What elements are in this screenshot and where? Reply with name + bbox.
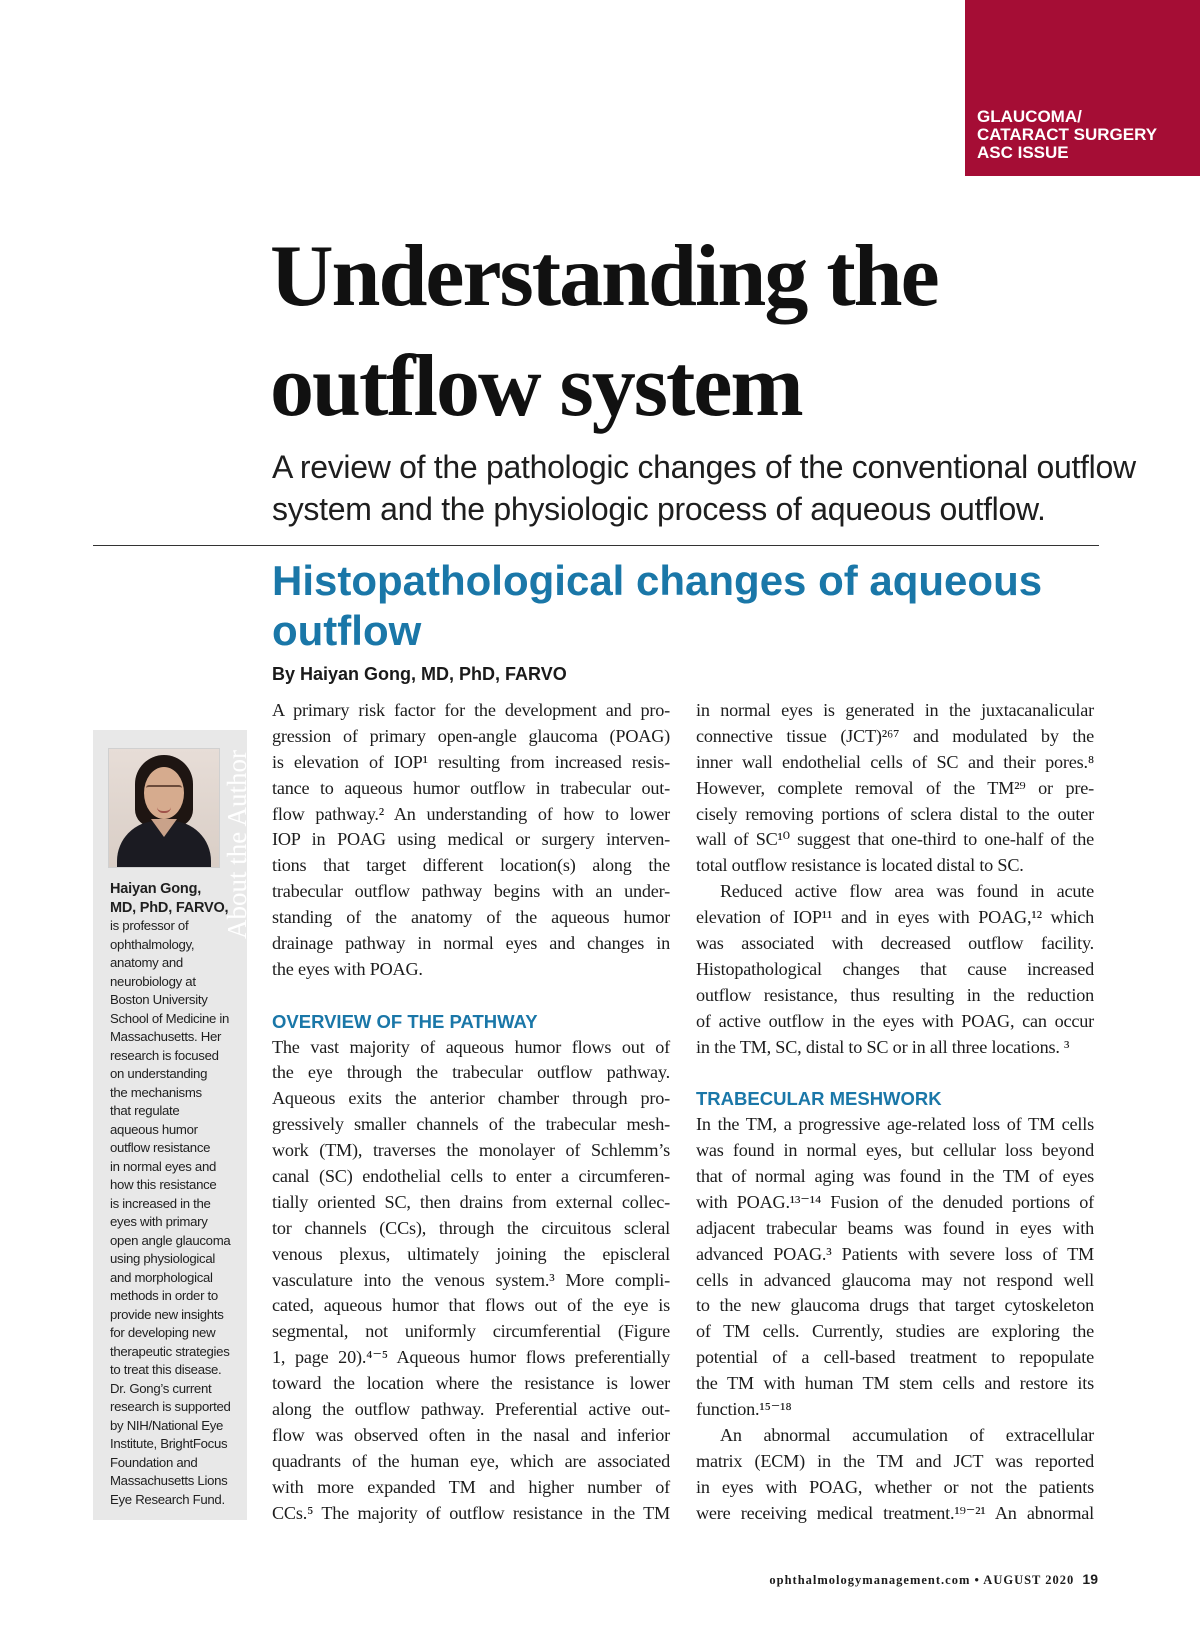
text-line: the TM with human TM stem cells and restore its bbox=[696, 1373, 1094, 1394]
sidebar-label: About the Author bbox=[222, 750, 252, 939]
text-line: IOP in POAG using medical or surgery interven- bbox=[272, 829, 670, 850]
bio-line: on understanding bbox=[110, 1066, 208, 1081]
text-line: with POAG.¹³⁻¹⁴ Fusion of the denuded portions of bbox=[696, 1191, 1094, 1212]
subtitle-line: A review of the pathologic changes of the conventional outflow bbox=[272, 449, 1136, 485]
bio-line: therapeutic strategies bbox=[110, 1343, 230, 1359]
bio-line: Boston University bbox=[110, 992, 208, 1007]
text-line: tions that target different location(s) along the bbox=[272, 855, 670, 876]
section-title bbox=[272, 556, 1132, 656]
bio-line: is professor of bbox=[110, 918, 189, 933]
text-line: 1, page 20).⁴⁻⁵ Aqueous humor flows preferentially bbox=[272, 1347, 670, 1368]
text-line: were receiving medical treatment.¹⁹⁻²¹ An abnormal bbox=[696, 1502, 1094, 1523]
right-column bbox=[696, 698, 1094, 1527]
issue-tag-line: ASC ISSUE bbox=[977, 143, 1069, 162]
bio-line: provide new insights bbox=[110, 1306, 224, 1322]
bio-line: anatomy and bbox=[110, 955, 183, 970]
article-title bbox=[270, 222, 1170, 442]
text-line: work (TM), traverses the monolayer of Schlemm’s bbox=[272, 1140, 670, 1161]
text-line: that of normal aging was found in the TM of eyes bbox=[696, 1166, 1094, 1187]
text-line: in the TM, SC, distal to SC or in all three locations. ³ bbox=[696, 1036, 1070, 1057]
text-line: matrix (ECM) in the TM and JCT was reported bbox=[696, 1450, 1094, 1471]
subhead-overview: OVERVIEW OF THE PATHWAY bbox=[272, 1010, 538, 1032]
text-line: advanced POAG.³ Patients with severe loss of TM bbox=[696, 1243, 1094, 1264]
bio-line: Foundation and bbox=[110, 1454, 198, 1470]
text-line: tially oriented SC, then drains from external collec- bbox=[272, 1191, 670, 1212]
paragraph bbox=[696, 698, 1094, 879]
text-line: tance to aqueous humor outflow in trabecular out- bbox=[272, 777, 670, 798]
footer-site-date: ophthalmologymanagement.com • AUGUST 2020 bbox=[769, 1573, 1075, 1587]
text-line: along the outflow pathway. Preferential active out- bbox=[272, 1399, 670, 1420]
text-line: However, complete removal of the TM²⁹ or pre- bbox=[696, 777, 1094, 798]
section-title-line: outflow bbox=[272, 607, 422, 654]
bio-line: to treat this disease. bbox=[110, 1362, 222, 1377]
text-line: toward the location where the resistance is lower bbox=[272, 1373, 670, 1394]
text-line: trabecular outflow pathway begins with an under- bbox=[272, 881, 670, 902]
bio-line: the mechanisms bbox=[110, 1084, 202, 1100]
text-line: of TM cells. Currently, studies are exploring the bbox=[696, 1321, 1094, 1342]
text-line: the eyes with POAG. bbox=[272, 958, 423, 979]
text-line: Histopathological changes that cause increased bbox=[696, 958, 1094, 979]
subhead-trabecular-meshwork: TRABECULAR MESHWORK bbox=[696, 1088, 942, 1110]
text-line: flow pathway.² An understanding of how to lower bbox=[272, 803, 670, 824]
text-line: The vast majority of aqueous humor flows out of bbox=[272, 1036, 670, 1057]
bio-line: using physiological bbox=[110, 1251, 215, 1266]
bio-text bbox=[110, 917, 238, 1509]
bio-line: Eye Research Fund. bbox=[110, 1491, 225, 1507]
text-line: Reduced active flow area was found in acute bbox=[720, 881, 1094, 902]
bio-line: is increased in the bbox=[110, 1195, 211, 1211]
text-line: the eye through the trabecular outflow pathway. bbox=[272, 1062, 670, 1083]
text-line: in eyes with POAG, whether or not the patients bbox=[696, 1476, 1094, 1497]
text-line: elevation of IOP¹¹ and in eyes with POAG,¹² which bbox=[696, 907, 1094, 928]
divider-rule bbox=[93, 545, 1099, 546]
text-line: wall of SC¹⁰ suggest that one-third to one-half of the bbox=[696, 829, 1094, 850]
author-bio bbox=[110, 880, 238, 1509]
bio-name: Haiyan Gong, bbox=[110, 881, 202, 897]
issue-tag-line: CATARACT SURGERY bbox=[977, 125, 1158, 144]
text-line: to the new glaucoma drugs that target cytoskeleton bbox=[696, 1295, 1094, 1316]
bio-line: neurobiology at bbox=[110, 973, 196, 989]
text-line: tor channels (CCs), through the circuitous scleral bbox=[272, 1217, 670, 1238]
text-line: drainage pathway in normal eyes and changes in bbox=[272, 933, 670, 954]
bio-line: and morphological bbox=[110, 1269, 213, 1285]
text-line: CCs.⁵ The majority of outflow resistance in the TM bbox=[272, 1502, 670, 1523]
text-line: was found in normal eyes, but cellular loss beyond bbox=[696, 1140, 1094, 1161]
left-column bbox=[272, 698, 670, 1527]
page-footer bbox=[769, 1571, 1098, 1588]
section-title-line: Histopathological changes of aqueous bbox=[272, 557, 1043, 604]
bio-line: how this resistance bbox=[110, 1177, 217, 1192]
paragraph bbox=[696, 1423, 1094, 1527]
text-line: connective tissue (JCT)²⁶⁷ and modulated by the bbox=[696, 725, 1094, 746]
issue-tag bbox=[965, 0, 1200, 176]
text-line: was associated with decreased outflow facility. bbox=[696, 933, 1094, 954]
text-line: standing of the anatomy of the aqueous humor bbox=[272, 907, 670, 928]
bio-line: Massachusetts. Her bbox=[110, 1029, 222, 1044]
bio-line: methods in order to bbox=[110, 1288, 218, 1303]
bio-line: that regulate bbox=[110, 1103, 180, 1118]
bio-line: ophthalmology, bbox=[110, 936, 195, 952]
article-title-line: outflow system bbox=[270, 338, 802, 435]
text-line: vasculature into the venous system.³ More compli- bbox=[272, 1269, 670, 1290]
text-line: cated, aqueous humor that flows out of the eye is bbox=[272, 1295, 670, 1316]
bio-line: Institute, BrightFocus bbox=[110, 1436, 228, 1451]
text-line: with more expanded TM and higher number of bbox=[272, 1476, 670, 1497]
paragraph bbox=[696, 879, 1094, 1060]
bio-line: outflow resistance bbox=[110, 1140, 211, 1155]
text-line: cisely removing portions of sclera distal to the outer bbox=[696, 803, 1094, 824]
bio-line: in normal eyes and bbox=[110, 1158, 217, 1174]
article-title-line: Understanding the bbox=[270, 228, 938, 325]
text-line: adjacent trabecular beams was found in eyes with bbox=[696, 1217, 1094, 1238]
author-photo bbox=[108, 748, 220, 868]
bio-line: eyes with primary bbox=[110, 1214, 208, 1229]
bio-name: MD, PhD, FARVO, bbox=[110, 899, 229, 916]
bio-line: aqueous humor bbox=[110, 1121, 198, 1137]
text-line: flow was observed often in the nasal and inferior bbox=[272, 1424, 670, 1445]
text-line: segmental, not uniformly circumferential (Figure bbox=[272, 1321, 670, 1342]
text-line: In the TM, a progressive age-related loss of TM cells bbox=[696, 1114, 1094, 1135]
bio-line: open angle glaucoma bbox=[110, 1232, 231, 1248]
bio-line: research is supported bbox=[110, 1399, 231, 1414]
text-line: cells in advanced glaucoma may not respond well bbox=[696, 1269, 1094, 1290]
bio-line: School of Medicine in bbox=[110, 1010, 230, 1026]
text-line: quadrants of the human eye, which are associated bbox=[272, 1450, 670, 1471]
text-line: An abnormal accumulation of extracellular bbox=[720, 1424, 1094, 1445]
text-line: inner wall endothelial cells of SC and their pores.⁸ bbox=[696, 751, 1094, 772]
text-line: function.¹⁵⁻¹⁸ bbox=[696, 1399, 792, 1420]
text-line: gressively smaller channels of the trabecular mesh- bbox=[272, 1114, 670, 1135]
text-line: is elevation of IOP¹ resulting from increased resis- bbox=[272, 751, 670, 772]
text-line: of active outflow in the eyes with POAG, can occur bbox=[696, 1010, 1094, 1031]
overview-paragraph bbox=[272, 1035, 670, 1527]
page-number: 19 bbox=[1082, 1571, 1098, 1587]
bio-line: research is focused bbox=[110, 1047, 219, 1063]
subtitle-line: system and the physiologic process of aqueous outflow. bbox=[272, 491, 1046, 527]
text-line: Aqueous exits the anterior chamber through pro- bbox=[272, 1088, 670, 1109]
text-line: A primary risk factor for the development and pro- bbox=[272, 700, 670, 720]
bio-line: Dr. Gong’s current bbox=[110, 1380, 212, 1396]
article-subtitle bbox=[272, 446, 1152, 530]
intro-paragraph bbox=[272, 698, 670, 983]
bio-line: for developing new bbox=[110, 1325, 216, 1340]
text-line: in normal eyes is generated in the juxtacanalicular bbox=[696, 700, 1094, 720]
issue-tag-line: GLAUCOMA/ bbox=[977, 107, 1082, 126]
text-line: total outflow resistance is located distal to SC. bbox=[696, 855, 1024, 876]
text-line: potential of a cell-based treatment to repopulate bbox=[696, 1347, 1094, 1368]
text-line: canal (SC) endothelial cells to enter a circumferen- bbox=[272, 1166, 670, 1187]
text-line: outflow resistance, thus resulting in the reduction bbox=[696, 984, 1094, 1005]
bio-line: Massachusetts Lions bbox=[110, 1473, 228, 1488]
byline: By Haiyan Gong, MD, PhD, FARVO bbox=[272, 664, 567, 684]
paragraph bbox=[696, 1112, 1094, 1423]
text-line: gression of primary open-angle glaucoma (POAG) bbox=[272, 725, 670, 746]
text-line: venous plexus, ultimately joining the episcleral bbox=[272, 1243, 670, 1264]
bio-line: by NIH/National Eye bbox=[110, 1417, 224, 1433]
